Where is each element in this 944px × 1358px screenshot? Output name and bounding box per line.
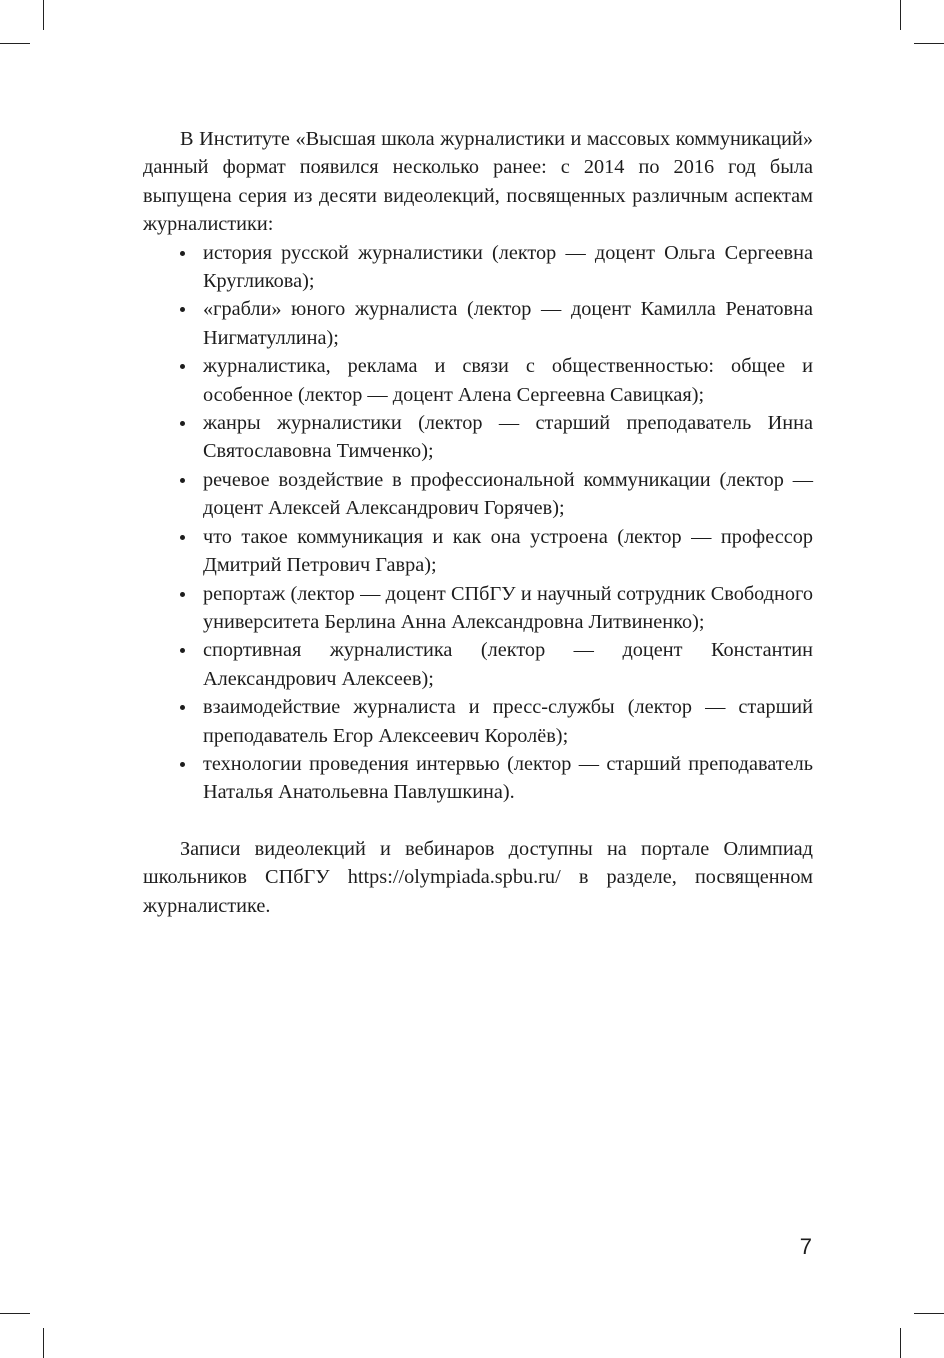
list-item [203,352,813,409]
bullet-icon [180,762,185,767]
list-item-text: репортаж (лектор — доцент СПбГУ и научный сотрудник Свободного университета Берлина Анна Александровна Литвиненко); [203,582,813,633]
crop-mark-top-right-h [914,43,944,44]
list-item [203,466,813,523]
list-item-text: жанры журналистики (лектор — старший преподаватель Инна Святославовна Тимченко); [203,412,813,463]
list-item-text: спортивная журналистика (лектор — доцент Константин Александрович Алексеев); [203,639,813,690]
crop-mark-top-right-v [900,0,901,30]
bullet-icon [180,421,185,426]
list-item-text: что такое коммуникация и как она устроена (лектор — профессор Дмитрий Петрович Гавра); [203,525,813,577]
list-item [203,295,813,352]
list-item [203,750,813,807]
crop-mark-top-left-h [0,43,30,44]
bullet-icon [180,478,185,483]
list-item-text: взаимодействие журналиста и пресс-службы (лектор — старший преподаватель Егор Алексеевич Королёв); [203,696,813,747]
bullet-icon [180,705,185,710]
bullet-icon [180,592,185,597]
page-body [143,125,813,920]
list-item [203,693,813,750]
bullet-icon [180,648,185,653]
lecture-list [143,239,813,807]
list-item-text: история русской журналистики (лектор — доцент Ольга Сергеевна Кругликова); [203,241,813,293]
outro-paragraph: Записи видеолекций и вебинаров доступны на портале Олимпиад школьников СПбГУ https://olympiada.spbu.ru/ в разделе, посвященном журналистике. [143,837,813,917]
list-item [203,580,813,637]
crop-mark-bottom-left-v [43,1328,44,1358]
bullet-icon [180,251,185,256]
list-item-text: технологии проведения интервью (лектор — старший преподаватель Наталья Анатольевна Павлушкина). [203,752,813,804]
list-item [203,239,813,296]
list-item [203,409,813,466]
page-number: 7 [799,1234,812,1259]
crop-mark-bottom-right-v [900,1328,901,1358]
crop-mark-top-left-v [43,0,44,30]
list-item-text: «грабли» юного журналиста (лектор — доцент Камилла Ренатовна Нигматуллина); [203,298,813,349]
paragraph-gap [143,807,813,835]
list-item [203,523,813,580]
bullet-icon [180,535,185,540]
crop-mark-bottom-left-h [0,1313,30,1314]
list-item [203,636,813,693]
list-item-text: журналистика, реклама и связи с общественностью: общее и особенное (лектор — доцент Алена Сергеевна Савицкая); [203,355,813,406]
bullet-icon [180,307,185,312]
intro-paragraph: В Институте «Высшая школа журналистики и массовых коммуникаций» данный формат появился несколько ранее: с 2014 по 2016 год была выпущена серия из десяти видеолекций, посвященных различным аспектам журналистики: [143,128,813,236]
crop-mark-bottom-right-h [914,1313,944,1314]
bullet-icon [180,364,185,369]
list-item-text: речевое воздействие в профессиональной коммуникации (лектор — доцент Алексей Александрович Горячев); [203,468,813,520]
